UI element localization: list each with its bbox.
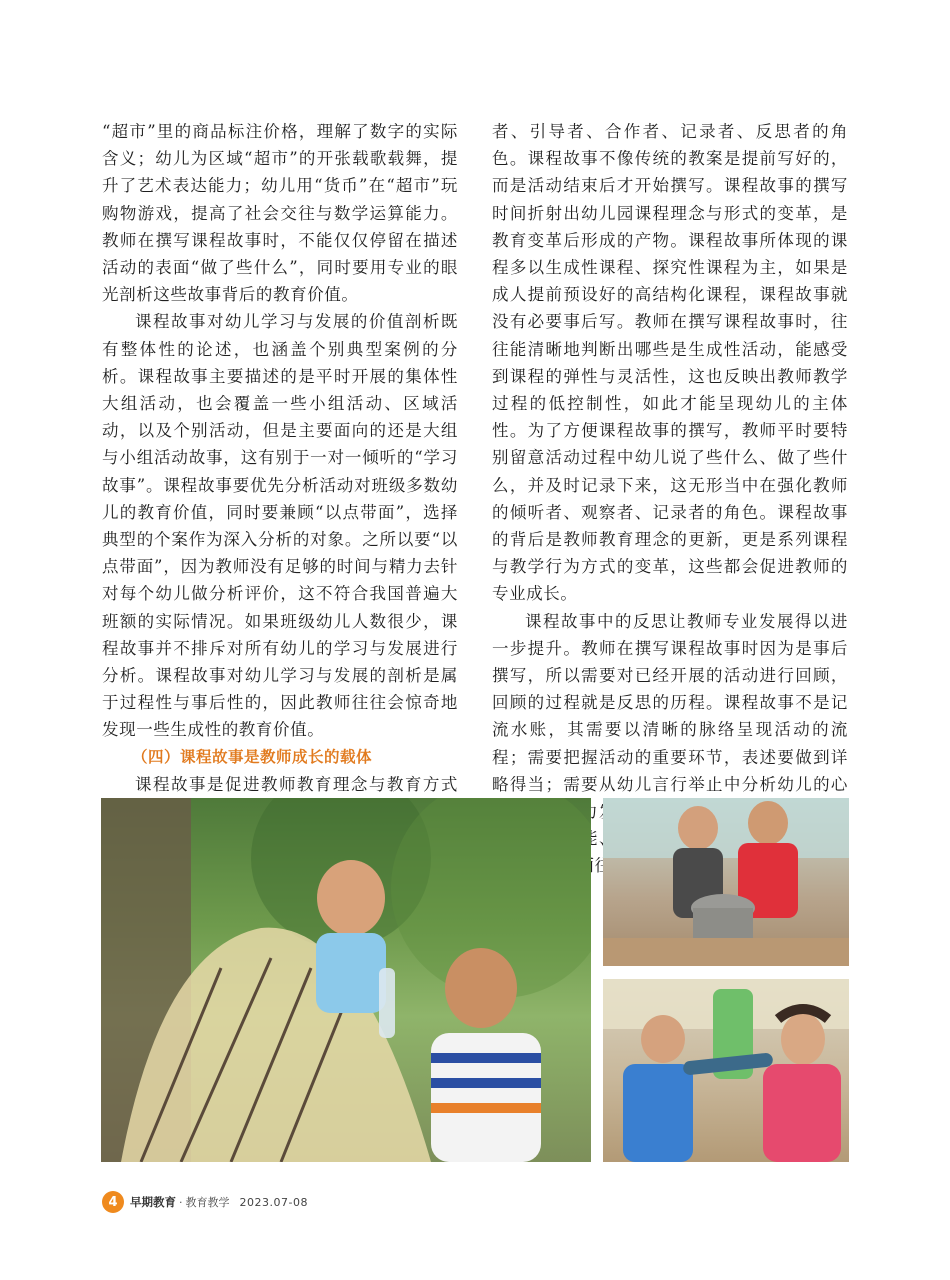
left-text-column [102,118,458,880]
right-text-column [492,118,848,880]
section-name: 教育教学 [185,1196,230,1209]
page-footer [102,1191,308,1213]
photo-illustration [603,979,849,1162]
separator-dot: · [179,1195,183,1209]
page-number-badge: 4 [102,1191,124,1213]
paragraph: 课程故事中的反思让教师专业发展得以进一步提升。教师在撰写课程故事时因为是事后撰写，所以需要对已经开展的活动进行回顾，回顾的过程就是反思的历程。课程故事不是记流水账，其需要以清晰的脉络呈现活动的流程；需要把握活动的重要环节，表述要做到详略得当；需要从幼儿言行举止中分析幼儿的心 能、 [492,611,848,849]
photo-children-telescope [603,979,849,1162]
paragraph: “超市”里的商品标注价格，理解了数字的实际含义；幼儿为区域“超市”的开张载歌载舞，提升了艺术表达能力；幼儿用“货币”在“超市”玩购物游戏，提高了社会交往与数学运算能力。教师在撰写课程故事时，不能仅仅停留在描述活动的表面“做了些什么”，同时要用专业的眼光剖析这些故事背后的教育价值。 [102,122,458,305]
photo-illustration [101,798,591,1162]
journal-name: 早期教育 [130,1195,176,1209]
issue-date: 2023.07-08 [239,1195,308,1209]
photo-children-grinding [603,798,849,966]
section-heading: （四）课程故事是教师成长的载体 [132,747,373,766]
photo-illustration [603,798,849,966]
paragraph: 课程故事是促进教师教育理念与教育方式 [135,774,458,794]
paragraph: 课程故事对幼儿学习与发展的价值剖析既有整体性的论述，也涵盖个别典型案例的分析。课程故事主要描述的是平时开展的集体性大组活动，也会覆盖一些小组活动、区域活动，以及个别活动，但是主要面向的还是大组与小组活动故事，这有别于一对一倾听的“学习故事”。课程故事要优先分析活动对班级多数幼儿的教育价值，同时要兼顾“以点带面”，选择典型的个案作为深入分析的对象。之所以要“以点带面”，因为教师没有足够的时间与精力去针对每个幼儿做分析评价，这不符合我国普遍大班额的实际情况。如果班级幼儿人数很少，课程故事并不排斥对所有幼儿的学习与发展进行分析。课程故事对幼儿学习与发展的剖析是属于过程性与事后性的，因此教师往往会惊奇地发现一些生成性的教育价值。 [102,312,458,740]
photo-children-climbing [101,798,591,1162]
paragraph: 者、引导者、合作者、记录者、反思者的角色。课程故事不像传统的教案是提前写好的，而是活动结束后才开始撰写。课程故事的撰写时间折射出幼儿园课程理念与形式的变革，是教育变革后形成的产物。课程故事所体现的课程多以生成性课程、探究性课程为主，如果是成人提前预设好的高结构化课程，课程故事就没有必要事后写。教师在撰写课程故事时，往往能清晰地判断出哪些是生成性活动，能感受到课程的弹性与灵活性，这也反映出教师教学过程的低控制性，如此才能呈现幼儿的主体性。为了方便课程故事的撰写，教师平时要特别留意活动过程中幼儿说了些什么、做了些什么，并及时记录下来，这无形当中在强化教师的倾听者、观察者、记录者的角色。课程故事的背后是教师教育理念的更新，更是系列课程与教学行为方式的变革，这些都会促进教师的专业成长。 [492,122,848,604]
